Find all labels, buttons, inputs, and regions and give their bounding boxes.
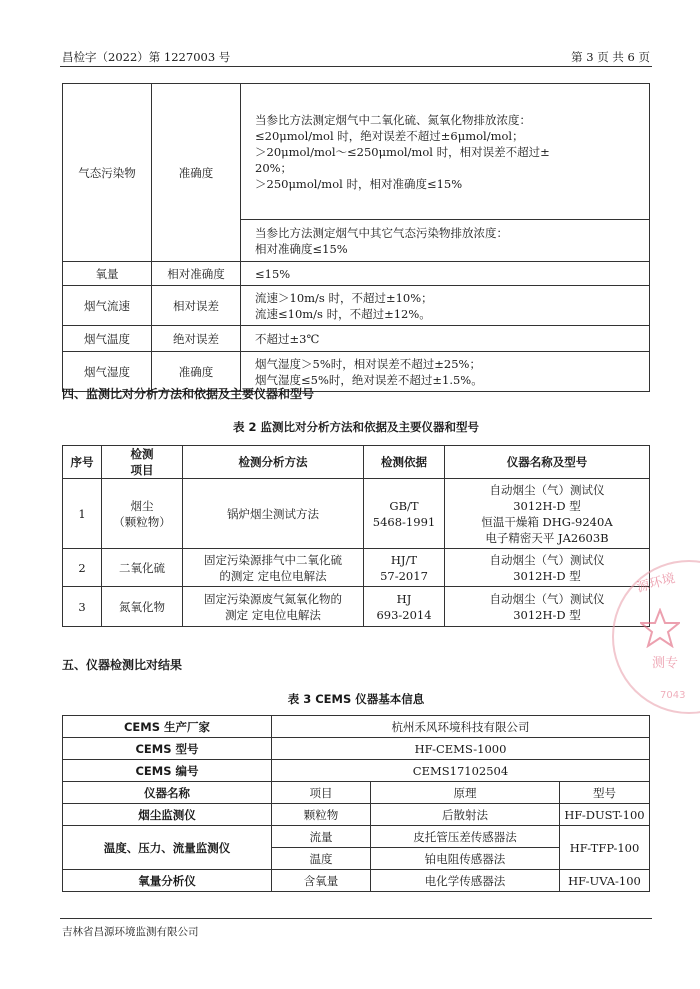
table-2-caption: 表 2 监测比对分析方法和依据及主要仪器和型号 xyxy=(232,420,479,434)
header-item: 检测 项目 xyxy=(102,446,183,479)
temperature-cell: 烟气温度 xyxy=(63,326,152,352)
col-name: 仪器名称 xyxy=(63,782,272,804)
oxygen-param: 相对准确度 xyxy=(152,262,241,286)
header-method: 检测分析方法 xyxy=(183,446,364,479)
flow-item: 流量 xyxy=(272,826,371,848)
gas-requirement-b: 当参比方法测定烟气中其它气态污染物排放浓度： 相对准确度≤15% xyxy=(241,220,650,262)
row-item: 二氧化硫 xyxy=(102,549,183,587)
seal-fragment: 源环境 xyxy=(635,571,677,596)
humidity-cell: 烟气湿度 xyxy=(63,352,152,392)
row-instrument: 自动烟尘（气）测试仪 3012H-D 型 xyxy=(445,549,650,587)
footer-company: 吉林省昌源环境监测有限公司 xyxy=(62,926,199,938)
gas-pollutant-cell: 气态污染物 xyxy=(63,84,152,262)
table-3-caption: 表 3 CEMS 仪器基本信息 xyxy=(287,692,425,706)
model-value: HF-CEMS-1000 xyxy=(272,738,650,760)
dust-name: 烟尘监测仪 xyxy=(63,804,272,826)
row-instrument: 自动烟尘（气）测试仪 3012H-D 型 xyxy=(445,587,650,627)
tfp-name: 温度、压力、流量监测仪 xyxy=(63,826,272,870)
header-divider xyxy=(60,66,652,67)
row-no: 2 xyxy=(63,549,102,587)
o2-name: 氧量分析仪 xyxy=(63,870,272,892)
oxygen-cell: 氧量 xyxy=(63,262,152,286)
row-item: 氮氧化物 xyxy=(102,587,183,627)
flow-param: 相对误差 xyxy=(152,286,241,326)
table-row xyxy=(63,479,650,549)
flow-cell: 烟气流速 xyxy=(63,286,152,326)
humidity-param: 准确度 xyxy=(152,352,241,392)
flow-requirement: 流速＞10m/s 时，不超过±10%； 流速≤10m/s 时，不超过±12%。 xyxy=(241,286,650,326)
cems-info-table xyxy=(62,715,650,892)
maker-label: CEMS 生产厂家 xyxy=(63,716,272,738)
row-basis: HJ 693-2014 xyxy=(364,587,445,627)
tfp-model: HF-TFP-100 xyxy=(560,826,650,870)
temp-principle: 铂电阻传感器法 xyxy=(371,848,560,870)
seal-star-icon xyxy=(640,608,680,648)
o2-model: HF-UVA-100 xyxy=(560,870,650,892)
temperature-requirement: 不超过±3℃ xyxy=(241,326,650,352)
footer-divider xyxy=(60,918,652,919)
seal-fragment: 7043 xyxy=(660,690,686,701)
maker-value: 杭州禾风环境科技有限公司 xyxy=(272,716,650,738)
flow-principle: 皮托管压差传感器法 xyxy=(371,826,560,848)
row-instrument: 自动烟尘（气）测试仪 3012H-D 型 恒温干燥箱 DHG-9240A 电子精密天平 JA2603B xyxy=(445,479,650,549)
temperature-param: 绝对误差 xyxy=(152,326,241,352)
section-5-heading: 五、仪器检测比对结果 xyxy=(62,658,183,672)
row-item: 烟尘 （颗粒物） xyxy=(102,479,183,549)
section-4-heading: 四、监测比对分析方法和依据及主要仪器和型号 xyxy=(62,387,315,401)
gas-accuracy-cell: 准确度 xyxy=(152,84,241,262)
page-number: 第 3 页 共 6 页 xyxy=(571,50,650,64)
row-method: 固定污染源废气氮氧化物的 测定 定电位电解法 xyxy=(183,587,364,627)
model-label: CEMS 型号 xyxy=(63,738,272,760)
table-row xyxy=(63,587,650,627)
row-no: 3 xyxy=(63,587,102,627)
row-basis: HJ/T 57-2017 xyxy=(364,549,445,587)
seal-fragment: 测专 xyxy=(652,656,679,671)
col-item: 项目 xyxy=(272,782,371,804)
col-model: 型号 xyxy=(560,782,650,804)
method-table xyxy=(62,445,650,627)
temp-item: 温度 xyxy=(272,848,371,870)
document-number: 昌检字（2022）第 1227003 号 xyxy=(62,50,231,64)
header-basis: 检测依据 xyxy=(364,446,445,479)
header-instrument: 仪器名称及型号 xyxy=(445,446,650,479)
serial-label: CEMS 编号 xyxy=(63,760,272,782)
dust-model: HF-DUST-100 xyxy=(560,804,650,826)
dust-principle: 后散射法 xyxy=(371,804,560,826)
header-no: 序号 xyxy=(63,446,102,479)
table-row xyxy=(63,549,650,587)
row-method: 锅炉烟尘测试方法 xyxy=(183,479,364,549)
row-basis: GB/T 5468-1991 xyxy=(364,479,445,549)
serial-value: CEMS17102504 xyxy=(272,760,650,782)
dust-item: 颗粒物 xyxy=(272,804,371,826)
gas-requirement-a: 当参比方法测定烟气中二氧化硫、氮氧化物排放浓度： ≤20μmol/mol 时，绝对误差不超过±6μmol/mol； ＞20μmol/mol～≤250μmol/mol 时，相对误差不超过± 20%； ＞250μmol/mol 时，相对准确度≤15% xyxy=(241,84,650,220)
row-no: 1 xyxy=(63,479,102,549)
o2-principle: 电化学传感器法 xyxy=(371,870,560,892)
row-method: 固定污染源排气中二氧化硫 的测定 定电位电解法 xyxy=(183,549,364,587)
humidity-requirement: 烟气湿度＞5%时，相对误差不超过±25%； 烟气湿度≤5%时，绝对误差不超过±1.5%。 xyxy=(241,352,650,392)
col-principle: 原理 xyxy=(371,782,560,804)
accuracy-requirements-table xyxy=(62,83,650,392)
o2-item: 含氧量 xyxy=(272,870,371,892)
oxygen-requirement: ≤15% xyxy=(241,262,650,286)
